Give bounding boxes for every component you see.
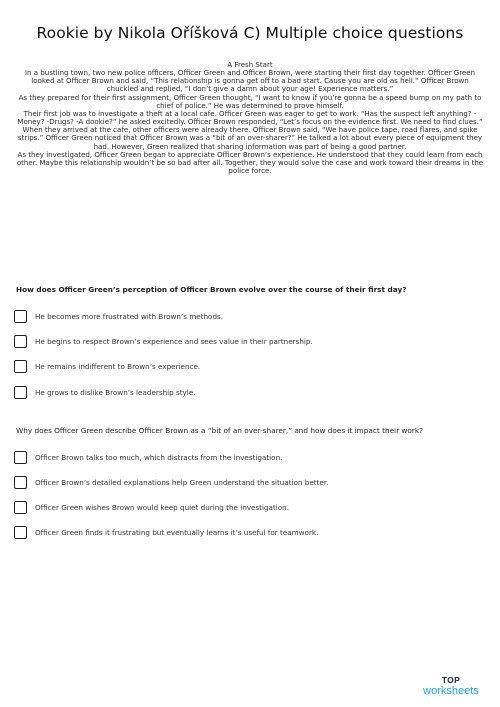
answer-checkbox[interactable] (14, 526, 27, 539)
option-label: Officer Brown talks too much, which distracts from the investigation. (35, 453, 283, 462)
answer-checkbox[interactable] (14, 386, 27, 399)
option-label: Officer Green wishes Brown would keep quiet during the investigation. (35, 503, 290, 512)
story-paragraph: As they investigated, Officer Green began to appreciate Officer Brown’s experience. He understood that they could learn from each other. Maybe this relationship wouldn’t be so bad after all. Together, they would solve the case and work toward their dreams in the police force. (16, 149, 484, 176)
story-paragraph: In a bustling town, two new police officers, Officer Green and Officer Brown, were starting their first day together. Officer Green looked at Officer Brown and said, “This relationship is gonna get off to a bad start. Cause you are old as hell.” Officer Brown chuckled and replied, “I don’t give a damn about your age! Experience matters.” (24, 68, 476, 94)
question-2-text: Why does Officer Green describe Officer Brown as a “bit of an over-sharer,” and how does it impact their work? (16, 426, 423, 435)
option-label: Officer Green finds it frustrating but eventually learns it’s useful for teamwork. (35, 528, 319, 537)
option-label: He grows to dislike Brown’s leadership style. (35, 388, 196, 397)
story-paragraph: As they prepared for their first assignment, Officer Green thought, “I want to know if you’re gonna be a speed bump on my path to chief of police.” He was determined to prove himself. (18, 92, 482, 110)
topworksheets-logo (418, 675, 484, 701)
answer-checkbox[interactable] (14, 476, 27, 489)
option-label: He remains indifferent to Brown’s experience. (35, 362, 201, 371)
story-text (16, 61, 484, 175)
option-label: Officer Brown’s detailed explanations help Green understand the situation better. (35, 478, 329, 487)
story-heading: A Fresh Start (227, 60, 273, 69)
answer-checkbox[interactable] (14, 360, 27, 373)
logo-top-text: TOP (441, 675, 461, 685)
option-label: He becomes more frustrated with Brown’s methods. (35, 312, 224, 321)
answer-checkbox[interactable] (14, 335, 27, 348)
question-2-option-a[interactable] (14, 451, 484, 465)
question-1-text: How does Officer Green’s perception of Officer Brown evolve over the course of their first day? (16, 285, 407, 294)
question-1-option-c[interactable] (14, 360, 484, 374)
question-1-option-d[interactable] (14, 386, 484, 400)
page-title: Rookie by Nikola Oříšková C) Multiple choice questions (36, 24, 464, 42)
option-label: He begins to respect Brown’s experience and sees value in their partnership. (35, 337, 313, 346)
question-1-option-b[interactable] (14, 335, 484, 349)
story-paragraph: Their first job was to investigate a theft at a local cafe. Officer Green was eager to get to work. “Has the suspect left anything? -Money? -Drugs? -A dookie?” he asked excitedly. Officer Brown responded, “Let’s focus on the evidence first. We need to find clues.” (17, 108, 483, 127)
answer-checkbox[interactable] (14, 310, 27, 323)
question-1-option-a[interactable] (14, 310, 484, 324)
question-2-option-b[interactable] (14, 476, 484, 490)
logo-bottom-text: worksheets (423, 685, 479, 697)
answer-checkbox[interactable] (14, 451, 27, 464)
question-2-option-d[interactable] (14, 526, 484, 540)
answer-checkbox[interactable] (14, 501, 27, 514)
question-2-option-c[interactable] (14, 501, 484, 515)
story-paragraph: When they arrived at the cafe, other officers were already there. Officer Brown said, “We have police tape, road flares, and spike strips.” Officer Green noticed that Officer Brown was a “bit of an over-sharer?” He talked a lot about every piece of equipment they had. However, Green realized that sharing information was part of being a good partner. (17, 125, 483, 151)
